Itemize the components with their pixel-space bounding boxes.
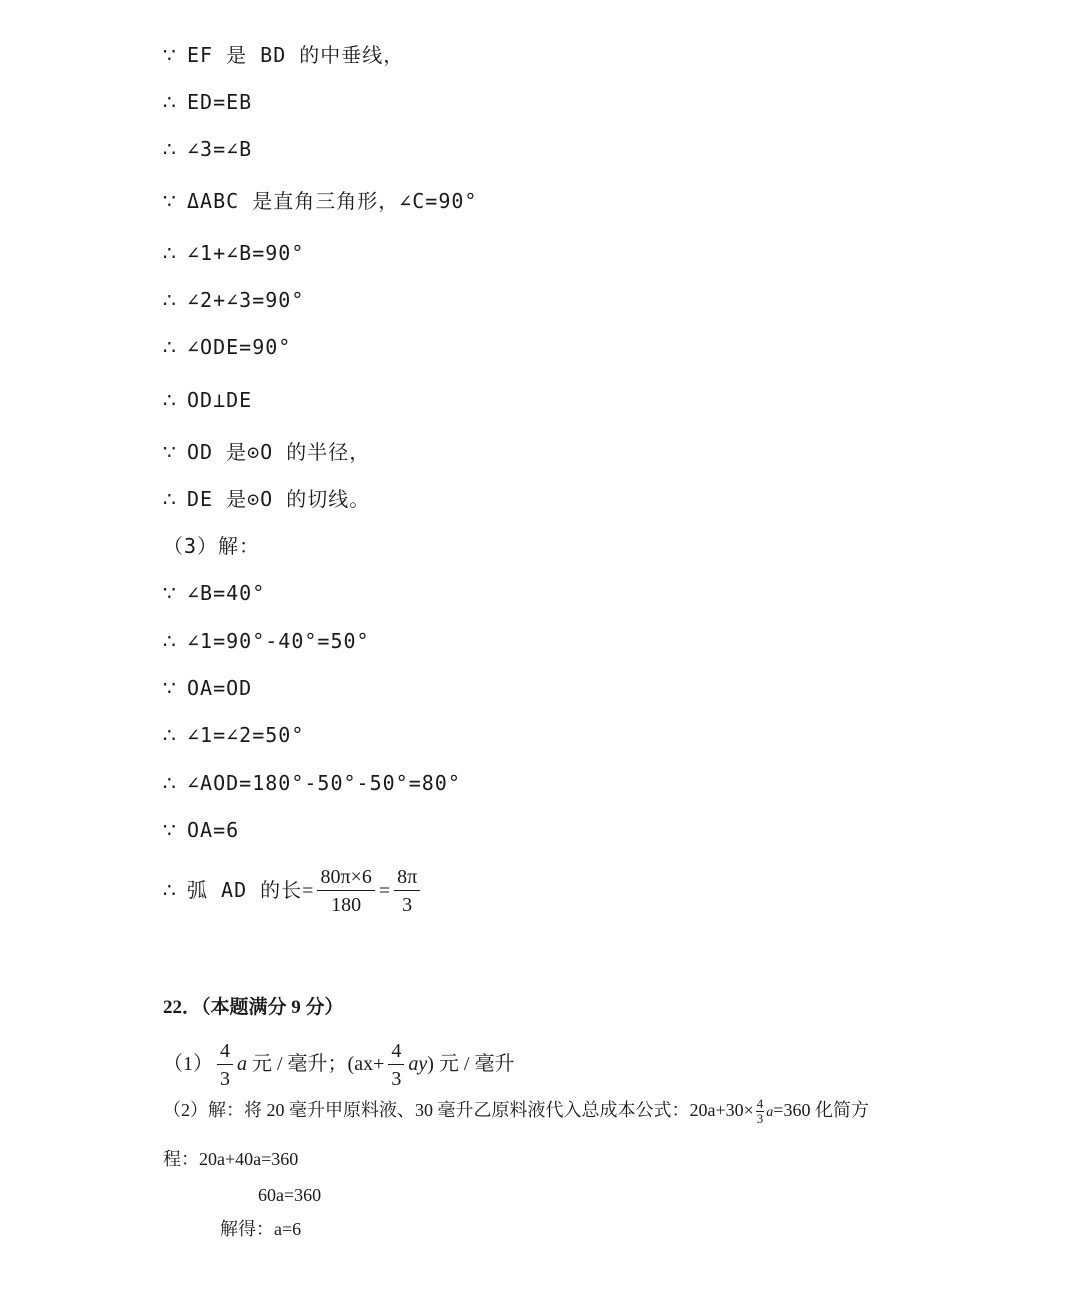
part2-fraction <box>756 1097 765 1126</box>
fraction-numerator: 8π <box>394 864 420 891</box>
proof-text: ∠2+∠3=90° <box>187 288 305 312</box>
part1-end: ) 元 / 毫升 <box>427 1053 515 1076</box>
fraction-denominator: 180 <box>331 894 362 916</box>
arc-text: 弧 AD 的长 <box>187 878 303 902</box>
therefore-symbol: ∴ <box>163 335 177 359</box>
proof-line-1 <box>163 42 404 68</box>
proof-line-5 <box>163 240 304 266</box>
proof-text: ED=EB <box>187 90 253 114</box>
therefore-symbol: ∴ <box>163 388 177 412</box>
q22-solution: 解得：a=6 <box>220 1219 302 1239</box>
proof-line-9 <box>163 439 370 465</box>
part3-line-5 <box>163 770 461 796</box>
because-symbol: ∵ <box>163 440 177 464</box>
proof-text: ∠3=∠B <box>187 137 253 161</box>
fraction-numerator: 80π×6 <box>317 864 374 891</box>
proof-line-7 <box>163 334 291 360</box>
proof-line-6 <box>163 287 304 313</box>
therefore-symbol: ∴ <box>163 487 177 511</box>
therefore-symbol: ∴ <box>163 878 177 902</box>
variable-a: a <box>766 1105 774 1120</box>
therefore-symbol: ∴ <box>163 137 177 161</box>
therefore-symbol: ∴ <box>163 723 177 747</box>
part3-text: OA=6 <box>187 818 240 842</box>
unit-price-fraction <box>217 1038 233 1093</box>
arc-fraction-1 <box>317 864 374 919</box>
therefore-symbol: ∴ <box>163 288 177 312</box>
fraction-denominator: 3 <box>220 1068 230 1090</box>
therefore-symbol: ∴ <box>163 771 177 795</box>
part3-text: ∠B=40° <box>187 581 266 605</box>
part3-line-4 <box>163 722 304 748</box>
proof-line-2 <box>163 89 252 115</box>
because-symbol: ∵ <box>163 676 177 700</box>
q22-equation-1: 程：20a+40a=360 <box>163 1149 299 1169</box>
part3-line-3 <box>163 675 252 701</box>
equals-sign: = <box>302 880 314 902</box>
variable-a: a <box>237 1053 247 1076</box>
proof-text: EF 是 BD 的中垂线， <box>187 43 405 67</box>
proof-line-10 <box>163 486 370 512</box>
proof-text: ΔABC 是直角三角形，∠C=90° <box>187 189 478 213</box>
proof-text: ∠ODE=90° <box>187 335 292 359</box>
part1-middle: 元 / 毫升；(ax+ <box>247 1053 385 1076</box>
question-22-title: 22．（本题满分 9 分） <box>163 997 344 1018</box>
part3-line-6 <box>163 817 239 843</box>
therefore-symbol: ∴ <box>163 629 177 653</box>
proof-text: OD 是⊙O 的半径， <box>187 440 371 464</box>
part3-text: ∠1=∠2=50° <box>187 723 305 747</box>
variable-ay: ay <box>408 1053 428 1076</box>
fraction-numerator: 4 <box>756 1096 764 1112</box>
part1-label: （1） <box>163 1053 213 1076</box>
part3-text: ∠1=90°-40°=50° <box>187 629 370 653</box>
fraction-denominator: 3 <box>756 1111 764 1127</box>
proof-text: ∠1+∠B=90° <box>187 241 305 265</box>
q22-part1 <box>163 1038 514 1093</box>
proof-line-4 <box>163 188 477 214</box>
fraction-numerator: 4 <box>388 1038 404 1065</box>
part3-label: （3）解： <box>163 534 261 558</box>
q22-part2 <box>163 1097 869 1126</box>
because-symbol: ∵ <box>163 818 177 842</box>
because-symbol: ∵ <box>163 43 177 67</box>
q22-equation-2: 60a=360 <box>258 1185 322 1205</box>
proof-line-8 <box>163 387 252 413</box>
therefore-symbol: ∴ <box>163 241 177 265</box>
fraction-denominator: 3 <box>391 1068 402 1090</box>
therefore-symbol: ∴ <box>163 90 177 114</box>
arc-fraction-2 <box>394 864 420 919</box>
part3-text: OA=OD <box>187 676 253 700</box>
part3-line-1 <box>163 580 265 606</box>
fraction-denominator: 3 <box>402 894 413 916</box>
part3-line-2 <box>163 628 370 654</box>
arc-length-line <box>163 864 424 919</box>
because-symbol: ∵ <box>163 189 177 213</box>
part3-text: ∠AOD=180°-50°-50°=80° <box>187 771 461 795</box>
proof-text: DE 是⊙O 的切线。 <box>187 487 371 511</box>
part2-text: （2）解：将 20 毫升甲原料液、30 毫升乙原料液代入总成本公式：20a+30× <box>163 1100 754 1120</box>
proof-line-3 <box>163 136 252 162</box>
fraction-numerator: 4 <box>217 1038 233 1065</box>
because-symbol: ∵ <box>163 581 177 605</box>
proof-text: OD⊥DE <box>187 388 253 412</box>
part2-end: =360 化简方 <box>773 1100 869 1120</box>
mix-price-fraction <box>388 1038 404 1093</box>
equals-sign: = <box>378 880 391 902</box>
